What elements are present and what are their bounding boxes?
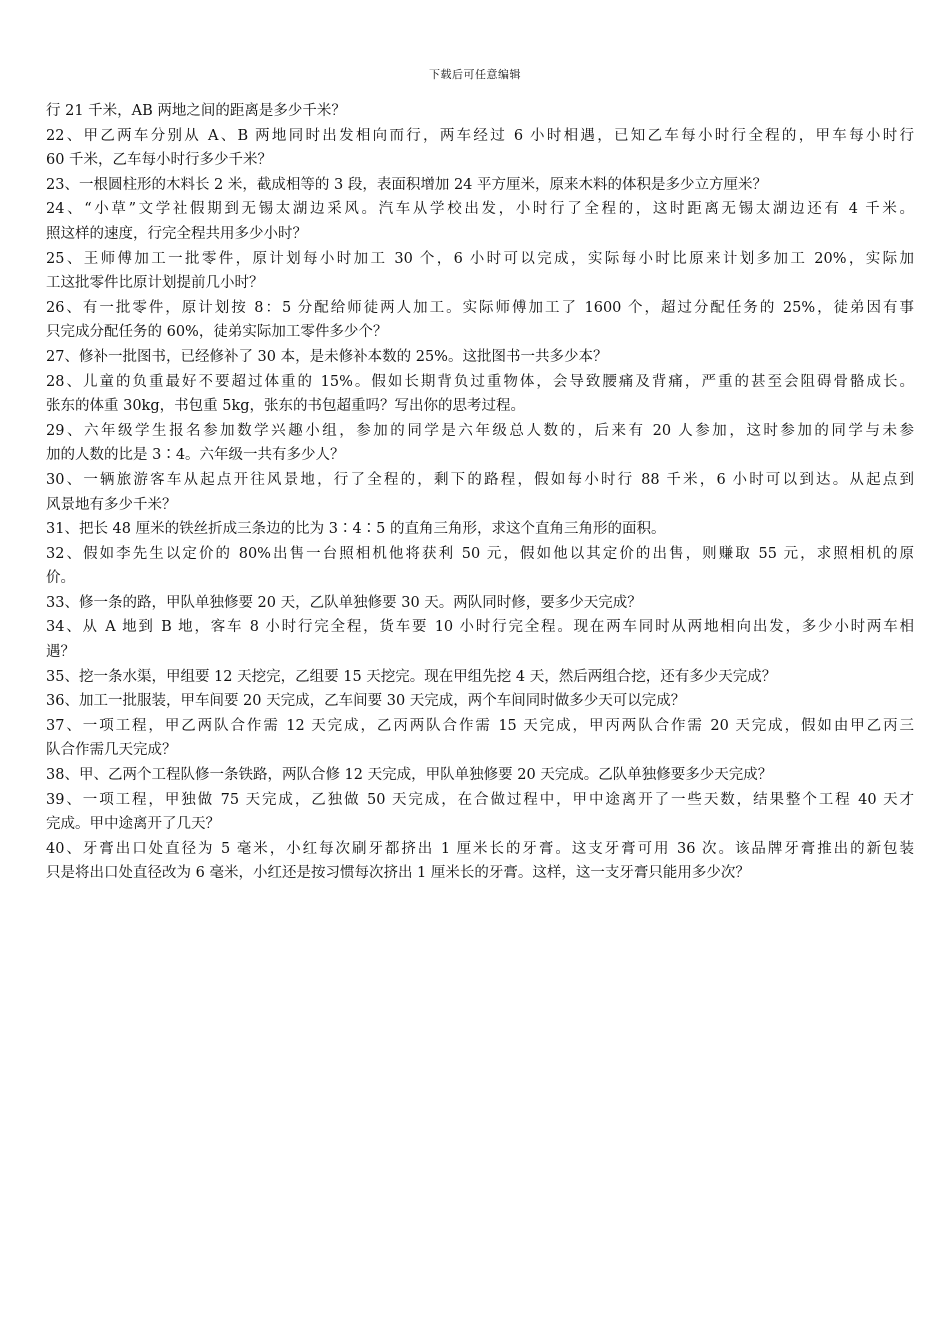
text-line: 23、一根圆柱形的木料长 2 米，截成相等的 3 段，表面积增加 24 平方厘米，原来木料的体积是多少立方厘米？ [46,176,768,193]
text-line: 60 千米，乙车每小时行多少千米？ [46,152,273,169]
problem-list [46,99,914,886]
text-line: 28、儿童的负重最好不要超过体重的 15%。假如长期背负过重物体，会导致腰痛及背痛，严重的甚至会阻碍骨骼成长。 [46,373,914,390]
text-line: 39、一项工程，甲独做 75 天完成，乙独做 50 天完成，在合做过程中，甲中途离开了一些天数，结果整个工程 40 天才 [46,791,914,808]
text-line: 照这样的速度，行完全程共用多少小时？ [46,225,307,242]
page-header: 下载后可任意编辑 [429,68,521,81]
text-line: 队合作需几天完成？ [46,742,177,759]
text-line: 风景地有多少千米？ [46,496,177,513]
text-line: 工这批零件比原计划提前几小时？ [46,275,264,292]
text-line: 38、甲、乙两个工程队修一条铁路，两队合修 12 天完成，甲队单独修要 20 天完成。乙队单独修要多少天完成？ [46,767,773,784]
text-line: 完成。甲中途离开了几天？ [46,816,220,833]
text-line: 价。 [46,570,75,587]
text-line: 30、一辆旅游客车从起点开往风景地，行了全程的，剩下的路程，假如每小时行 88 千米，6 小时可以到达。从起点到 [46,471,914,488]
text-line: 只完成分配任务的 60%，徒弟实际加工零件多少个？ [46,324,388,341]
text-line: 行 21 千米，AB 两地之间的距离是多少千米？ [46,103,346,119]
text-line: 33、修一条的路，甲队单独修要 20 天，乙队单独修要 30 天。两队同时修，要多少天完成？ [46,594,642,611]
text-line: 27、修补一批图书，已经修补了 30 本，是未修补本数的 25%。这批图书一共多少本？ [46,348,608,365]
text-line: 36、加工一批服装，甲车间要 20 天完成，乙车间要 30 天完成，两个车间同时做多少天可以完成？ [46,693,686,710]
text-line: 24、“小草”文学社假期到无锡太湖边采风。汽车从学校出发，小时行了全程的，这时距离无锡太湖边还有 4 千米。 [46,201,914,218]
text-line: 31、把长 48 厘米的铁丝折成三条边的比为 3∶4∶5 的直角三角形，求这个直角三角形的面积。 [46,521,666,538]
text-line: 29、六年级学生报名参加数学兴趣小组，参加的同学是六年级总人数的，后来有 20 人参加，这时参加的同学与未参 [46,422,914,439]
text-line: 37、一项工程，甲乙两队合作需 12 天完成，乙丙两队合作需 15 天完成，甲丙两队合作需 20 天完成，假如由甲乙丙三 [46,717,914,734]
text-line: 40、牙膏出口处直径为 5 毫米，小红每次刷牙都挤出 1 厘米长的牙膏。这支牙膏可用 36 次。该品牌牙膏推出的新包装 [46,840,914,857]
text-line: 张东的体重 30kg，书包重 5kg，张东的书包超重吗？写出你的思考过程。 [46,398,526,415]
text-line: 遇？ [46,644,75,661]
text-line: 只是将出口处直径改为 6 毫米，小红还是按习惯每次挤出 1 厘米长的牙膏。这样，这一支牙膏只能用多少次？ [46,865,750,882]
text-line: 35、挖一条水渠，甲组要 12 天挖完，乙组要 15 天挖完。现在甲组先挖 4 天，然后两组合挖，还有多少天完成？ [46,668,777,685]
text-line: 32、假如李先生以定价的 80%出售一台照相机他将获利 50 元，假如他以其定价的出售，则赚取 55 元，求照相机的原 [46,545,914,562]
text-line: 22、甲乙两车分别从 A、B 两地同时出发相向而行，两车经过 6 小时相遇，已知乙车每小时行全程的，甲车每小时行 [46,127,914,144]
text-line: 加的人数的比是 3∶4。六年级一共有多少人？ [46,447,345,464]
text-line: 26、有一批零件，原计划按 8：5 分配给师徒两人加工。实际师傅加工了 1600 个，超过分配任务的 25%，徒弟因有事 [46,299,914,316]
text-line: 34、从 A 地到 B 地，客车 8 小时行完全程，货车要 10 小时行完全程。现在两车同时从两地相向出发，多少小时两车相 [46,619,914,636]
text-line: 25、王师傅加工一批零件，原计划每小时加工 30 个，6 小时可以完成，实际每小时比原来计划多加工 20%，实际加 [46,250,914,267]
